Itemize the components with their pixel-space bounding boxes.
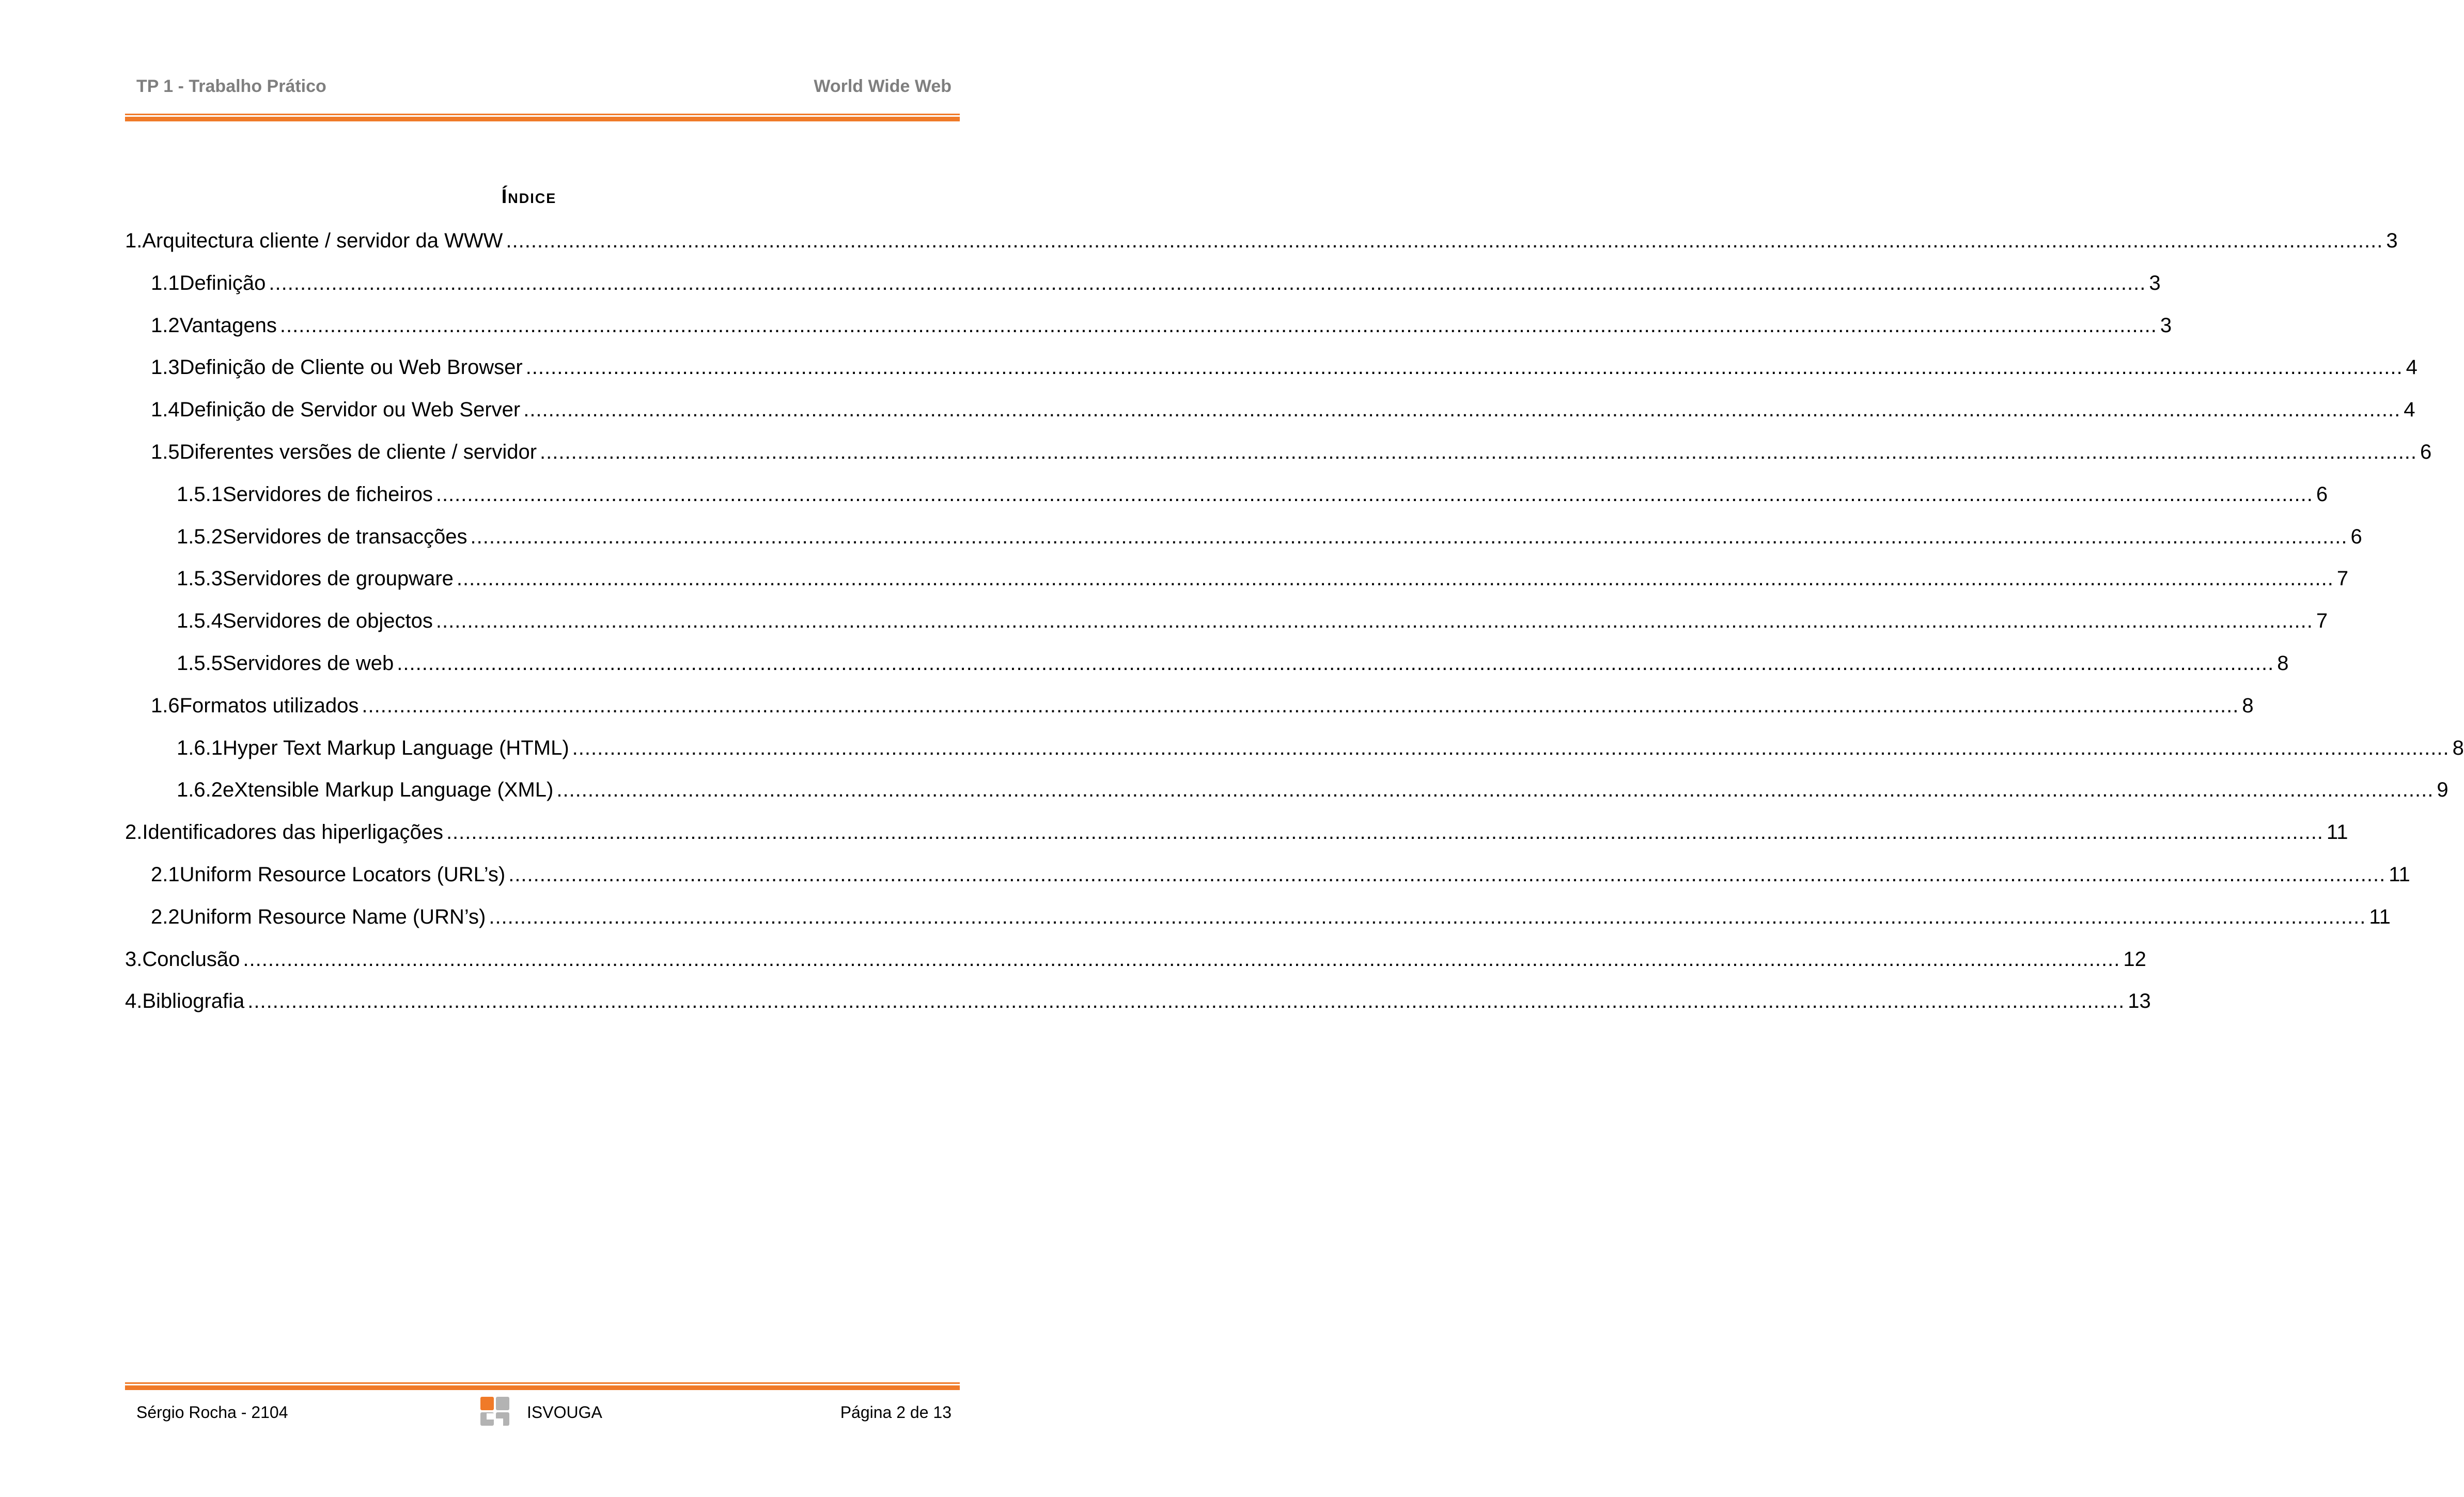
toc-entry-number: 1.5.3	[177, 567, 223, 590]
toc-entry-number: 1.5.1	[177, 482, 223, 506]
page-footer	[125, 1403, 952, 1434]
toc-entry-text: Servidores de ficheiros	[222, 482, 433, 506]
toc-entry[interactable]	[151, 356, 2418, 387]
header-divider	[125, 114, 960, 121]
toc-entry[interactable]	[151, 863, 2410, 894]
toc-entry[interactable]	[177, 652, 2289, 683]
toc-entry-text: Arquitectura cliente / servidor da WWW	[142, 229, 503, 252]
toc-entry[interactable]	[151, 398, 2415, 429]
toc-entry-text: Definição de Cliente ou Web Browser	[179, 356, 523, 379]
toc-entry-text: Servidores de transacções	[222, 525, 467, 548]
toc-entry[interactable]	[151, 905, 2391, 937]
toc-entry-page: 8	[2452, 736, 2464, 759]
toc-entry-page: 3	[2149, 271, 2161, 294]
toc-dot-leader: ............................................................................................................................................................................................................................................................................................................	[279, 314, 2157, 337]
toc-entry[interactable]	[125, 821, 2348, 852]
toc-dot-leader: ............................................................................................................................................................................................................................................................................................................	[556, 778, 2434, 802]
toc-entry[interactable]	[177, 567, 2349, 598]
toc-entry-number: 1.6.1	[177, 736, 223, 759]
toc-entry-text: Uniform Resource Name (URN’s)	[179, 905, 486, 928]
toc-entry[interactable]	[125, 229, 2398, 260]
toc-entry-text: Definição	[179, 271, 266, 294]
toc-dot-leader: ............................................................................................................................................................................................................................................................................................................	[362, 694, 2239, 717]
toc-entry-page: 11	[2369, 905, 2391, 928]
toc-entry-text: Hyper Text Markup Language (HTML)	[222, 736, 569, 759]
footer-page-number: Página 2 de 13	[840, 1403, 952, 1422]
toc-entry-text: Uniform Resource Locators (URL’s)	[179, 863, 506, 886]
toc-entry-page: 8	[2242, 694, 2254, 717]
toc-entry-text: Bibliografia	[142, 990, 245, 1013]
footer-author: Sérgio Rocha - 2104	[136, 1403, 288, 1422]
toc-dot-leader: ............................................................................................................................................................................................................................................................................................................	[489, 905, 2366, 928]
school-logo-icon	[478, 1395, 511, 1428]
toc-entry-number: 1.5.5	[177, 652, 223, 675]
toc-title: Índice	[501, 186, 557, 208]
toc-entry-page: 8	[2277, 652, 2289, 675]
toc-entry-text: Servidores de groupware	[222, 567, 454, 590]
toc-entry[interactable]	[177, 610, 2328, 641]
toc-entry-number: 1.2	[151, 314, 180, 337]
toc-entry[interactable]	[177, 482, 2328, 514]
toc-entry[interactable]	[177, 525, 2362, 556]
toc-dot-leader: ............................................................................................................................................................................................................................................................................................................	[506, 229, 2383, 252]
toc-entry-text: Vantagens	[179, 314, 277, 337]
footer-school: ISVOUGA	[527, 1403, 602, 1422]
toc-entry[interactable]	[177, 778, 2449, 809]
toc-entry[interactable]	[151, 441, 2432, 472]
toc-entry-page: 6	[2350, 525, 2362, 548]
toc-entry[interactable]	[125, 990, 2151, 1021]
toc-entry-number: 1.6.2	[177, 778, 223, 802]
toc-entry-number: 3.	[125, 947, 143, 971]
toc-dot-leader: ............................................................................................................................................................................................................................................................................................................	[525, 356, 2403, 379]
toc-entry-page: 4	[2406, 356, 2418, 379]
toc-dot-leader: ............................................................................................................................................................................................................................................................................................................	[470, 525, 2348, 548]
toc-entry-number: 2.	[125, 821, 143, 844]
toc-dot-leader: ............................................................................................................................................................................................................................................................................................................	[508, 863, 2386, 886]
toc-dot-leader: ............................................................................................................................................................................................................................................................................................................	[247, 990, 2125, 1013]
toc-entry-page: 9	[2437, 778, 2449, 802]
toc-entry-number: 1.6	[151, 694, 180, 717]
toc-entry-number: 1.	[125, 229, 143, 252]
toc-dot-leader: ............................................................................................................................................................................................................................................................................................................	[397, 652, 2274, 675]
toc-entry-page: 11	[2389, 863, 2410, 886]
toc-entry-number: 4.	[125, 990, 143, 1013]
toc-entry-number: 2.2	[151, 905, 180, 928]
toc-entry-text: Identificadores das hiperligações	[142, 821, 443, 844]
toc-entry-text: eXtensible Markup Language (XML)	[222, 778, 554, 802]
toc-entry[interactable]	[151, 314, 2172, 345]
toc-entry-page: 3	[2386, 229, 2398, 252]
toc-entry-page: 11	[2326, 821, 2348, 844]
toc-entry-number: 1.3	[151, 356, 180, 379]
header-subject: World Wide Web	[814, 76, 952, 96]
toc-entry-number: 1.5.4	[177, 610, 223, 633]
toc-entry-text: Servidores de objectos	[222, 610, 433, 633]
toc-dot-leader: ............................................................................................................................................................................................................................................................................................................	[456, 567, 2334, 590]
toc-dot-leader: ............................................................................................................................................................................................................................................................................................................	[435, 482, 2313, 506]
toc-dot-leader: ............................................................................................................................................................................................................................................................................................................	[435, 610, 2313, 633]
toc-entry-page: 13	[2128, 990, 2151, 1013]
toc-dot-leader: ............................................................................................................................................................................................................................................................................................................	[243, 947, 2120, 971]
toc-dot-leader: ............................................................................................................................................................................................................................................................................................................	[446, 821, 2323, 844]
header-document-title: TP 1 - Trabalho Prático	[136, 76, 326, 96]
toc-entry-page: 7	[2336, 567, 2349, 590]
toc-dot-leader: ............................................................................................................................................................................................................................................................................................................	[523, 398, 2401, 422]
toc-entry-page: 7	[2316, 610, 2328, 633]
toc-entry-page: 12	[2123, 947, 2146, 971]
toc-entry-text: Conclusão	[142, 947, 240, 971]
toc-entry-number: 1.4	[151, 398, 180, 422]
toc-entry-text: Formatos utilizados	[179, 694, 359, 717]
toc-entry-text: Servidores de web	[222, 652, 394, 675]
toc-entry[interactable]	[151, 694, 2254, 725]
toc-entry[interactable]	[151, 271, 2161, 303]
toc-entry-page: 6	[2420, 441, 2432, 463]
toc-dot-leader: ............................................................................................................................................................................................................................................................................................................	[540, 441, 2418, 463]
toc-entry-number: 1.1	[151, 271, 180, 294]
toc-entry-text: Definição de Servidor ou Web Server	[179, 398, 521, 422]
toc-entry-number: 1.5.2	[177, 525, 223, 548]
toc-dot-leader: ............................................................................................................................................................................................................................................................................................................	[269, 271, 2146, 294]
page-header	[125, 76, 952, 99]
toc-entry[interactable]	[177, 736, 2464, 768]
toc-dot-leader: ............................................................................................................................................................................................................................................................................................................	[572, 736, 2450, 759]
toc-entry-page: 6	[2316, 482, 2328, 506]
toc-entry-page: 3	[2160, 314, 2172, 337]
toc-entry[interactable]	[125, 947, 2146, 979]
toc-entry-page: 4	[2404, 398, 2415, 422]
footer-divider	[125, 1382, 960, 1390]
toc-entry-number: 2.1	[151, 863, 180, 886]
toc-entry-text: Diferentes versões de cliente / servidor	[179, 441, 537, 463]
toc-entry-number: 1.5	[151, 441, 180, 463]
